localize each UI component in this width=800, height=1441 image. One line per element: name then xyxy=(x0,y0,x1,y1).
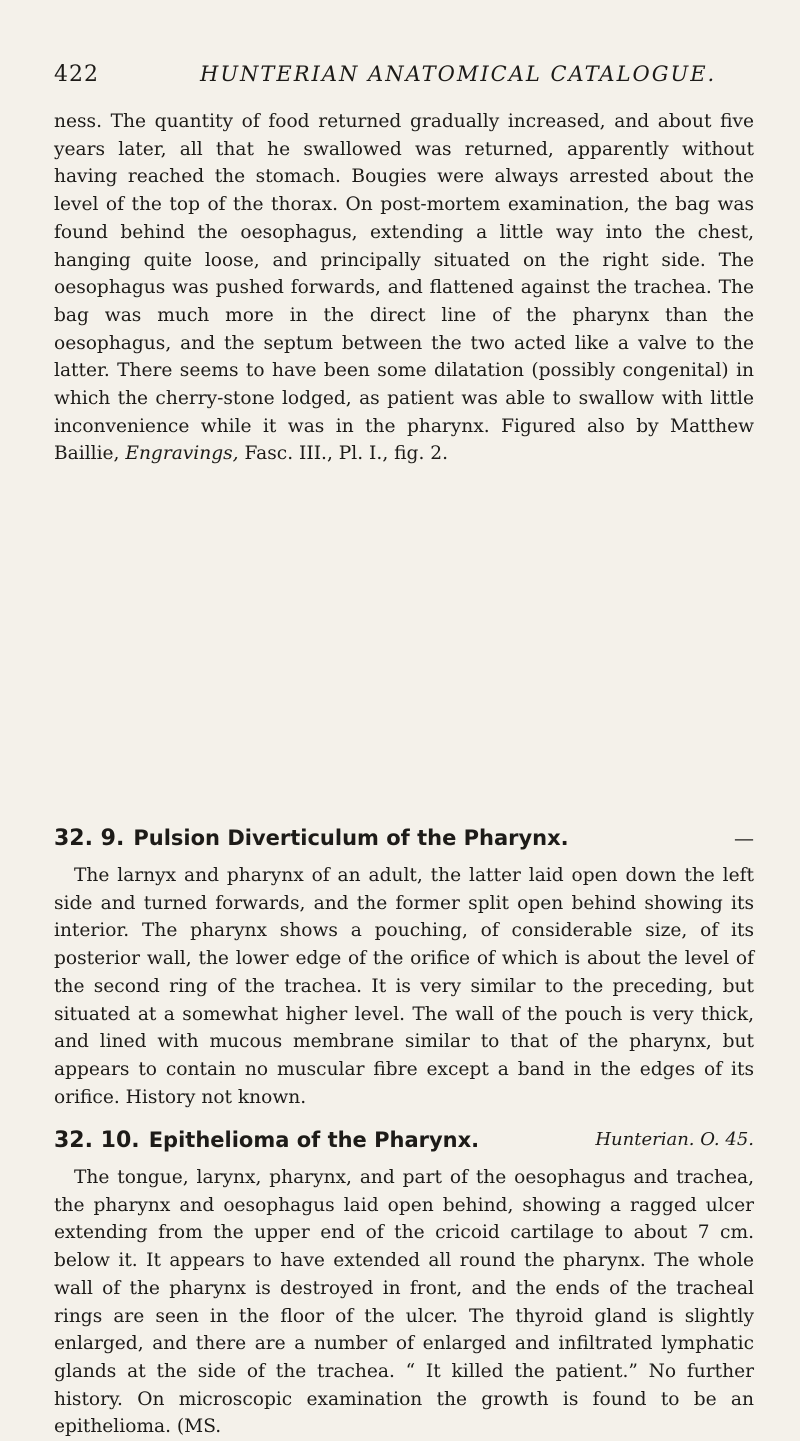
entry-title: Pulsion Diverticulum of the Pharynx. xyxy=(133,826,569,850)
entry-heading xyxy=(54,826,754,860)
entry-body: The larnyx and pharynx of an adult, the latter laid open down the left side and turned forwards, and the former split open behind showing its interior. The pharynx shows a pouching, of considerable size, of its posterior wall, the lower edge of the orifice of which is about the level of the second ring of the trachea. It is very similar to the preceding, but situated at a somewhat higher level. The wall of the pouch is very thick, and lined with mucous membrane similar to that of the pharynx, but appears to contain no muscular fibre except a band in the edges of its orifice. History not known. xyxy=(54,865,754,1108)
entry-body: The tongue, larynx, pharynx, and part of the oesophagus and trachea, the pharynx and oesophagus laid open behind, showing a ragged ulcer extending from the upper end of the cricoid cartilage to about 7 cm. below it. It appears to have extended all round the pharynx. The whole wall of the pharynx is destroyed in front, and the ends of the tracheal rings are seen in the floor of the ulcer. The thyroid gland is slightly enlarged, and there are a number of enlarged and infiltrated lymphatic glands at the side of the trachea. “ It killed the patient.” No further history. On microscopic examination the growth is found to be an epithelioma. (MS. xyxy=(54,1167,754,1438)
entry-dash: — xyxy=(734,826,754,850)
continuation-paragraph xyxy=(54,108,754,468)
entry-title: Epithelioma of the Pharynx. xyxy=(148,1128,480,1152)
entry-number: 32. 9. xyxy=(54,826,125,851)
page-header xyxy=(54,62,754,92)
work-title: Engravings, xyxy=(125,443,239,465)
entry-number: 32. 10. xyxy=(54,1128,140,1153)
running-title: HUNTERIAN ANATOMICAL CATALOGUE. xyxy=(200,62,717,86)
entry-reference: Hunterian. O. 45. xyxy=(595,1129,754,1150)
entry-heading xyxy=(54,1128,754,1162)
continuation-citation: Fasc. III., Pl. I., fig. 2. xyxy=(244,443,449,465)
page-number: 422 xyxy=(54,62,99,87)
continuation-text: ness. The quantity of food returned gradually increased, and about five years later, all that he swallowed was returned, apparently without having reached the stomach. Bougies were always arrested about the level of the top of the thorax. On post-mortem examination, the bag was found behind the oesophagus, extending a little way into the chest, hanging quite loose, and principally situated on the right side. The oesophagus was pushed forwards, and flattened against the trachea. The bag was much more in the direct line of the pharynx than the oesophagus, and the septum between the two acted like a valve to the latter. There seems to have been some dilatation (possibly congenital) in which the cherry-stone lodged, as patient was able to swallow with little inconvenience while it was in the pharynx. Figured also by Matthew Baillie, xyxy=(54,111,754,465)
